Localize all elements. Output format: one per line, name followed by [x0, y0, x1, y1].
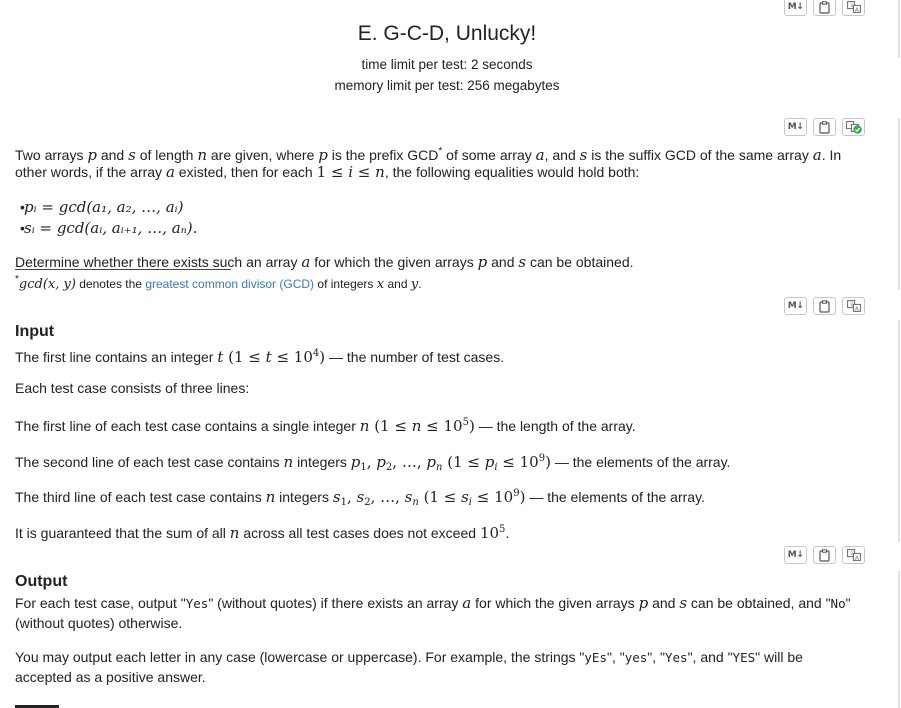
time-limit: time limit per test: 2 seconds: [361, 57, 533, 72]
input-heading: Input: [15, 323, 55, 340]
copy-button[interactable]: [813, 546, 836, 564]
output-line: accepted as a positive answer.: [15, 669, 206, 685]
output-line: (without quotes) otherwise.: [15, 615, 183, 631]
clipboard-icon: [819, 1, 830, 14]
footnote-divider: [15, 269, 231, 270]
statement-paragraph: Two arrays p and s of length n are given, where p is the prefix GCD* of some array a, and s is the suffix GCD of the same array a. In: [15, 146, 842, 164]
svg-text:文: 文: [848, 551, 854, 557]
right-edge-line: [898, 320, 900, 542]
right-edge-line: [898, 571, 900, 708]
input-line: The first line contains an integer t $(1 \le t \le 10^4)$ — the number of test cases.: [15, 348, 505, 366]
svg-text:文: 文: [848, 302, 854, 308]
formula-prefix-gcd: pᵢ = gcd(a₁, a₂, …, aᵢ): [24, 198, 184, 216]
problem-title: E. G-C-D, Unlucky!: [357, 22, 537, 45]
svg-text:A: A: [854, 555, 859, 561]
markdown-icon: M↓: [787, 122, 804, 132]
output-toolbar: [784, 546, 865, 564]
input-line: The third line of each test case contains n integers $s_1$, $s_2$, …, $s_n$ $(1 \le s_i \le 10^9)$ — the elements of the array.: [15, 488, 705, 508]
statement-toolbar: [784, 118, 865, 136]
gcd-link[interactable]: greatest common divisor (GCD): [145, 277, 315, 291]
translate-button[interactable]: [842, 297, 865, 315]
translate-button[interactable]: [842, 546, 865, 564]
output-line: For each test case, output "Yes" (without quotes) if there exists an array a for which the given arrays p and s can be obtained, and "No": [15, 594, 851, 612]
clipboard-icon: [819, 121, 830, 134]
clipboard-icon: [819, 549, 830, 562]
markdown-button[interactable]: [784, 0, 807, 16]
markdown-icon: M↓: [787, 550, 804, 560]
input-line: The second line of each test case contains n integers $p_1$, $p_2$, …, $p_n$ $(1 \le p_i \le 10^9)$ — the elements of the array.: [15, 453, 731, 473]
copy-button[interactable]: [813, 297, 836, 315]
header-toolbar: [784, 0, 865, 16]
copy-button[interactable]: [813, 118, 836, 136]
examples-heading-cut: [15, 702, 75, 708]
memory-limit: memory limit per test: 256 megabytes: [334, 78, 560, 93]
right-edge-line: [898, 0, 900, 58]
output-line: You may output each letter in any case (lowercase or uppercase). For example, the strings "yEs", "yes", "Yes", and "YES" will be: [15, 649, 803, 665]
right-edge-line: [898, 118, 900, 290]
clipboard-icon: [819, 300, 830, 313]
translate-icon: [847, 300, 861, 312]
svg-text:A: A: [854, 306, 859, 312]
formula-suffix-gcd: sᵢ = gcd(aᵢ, aᵢ₊₁, …, aₙ).: [24, 219, 198, 237]
markdown-button[interactable]: [784, 297, 807, 315]
output-heading: Output: [15, 573, 68, 590]
statement-paragraph-cont: other words, if the array a existed, then for each 1 ≤ i ≤ n, the following equalities would hold both:: [15, 163, 640, 181]
task-sentence: Determine whether there exists such an array a for which the given arrays p and s can be obtained.: [15, 253, 634, 271]
input-line: It is guaranteed that the sum of all n across all test cases does not exceed $10^5$.: [15, 524, 510, 542]
translate-icon: [847, 549, 861, 561]
translate-done-icon: [846, 121, 862, 134]
markdown-button[interactable]: [784, 118, 807, 136]
list-item: [24, 218, 197, 238]
markdown-icon: M↓: [787, 2, 804, 12]
svg-text:文: 文: [848, 3, 854, 9]
markdown-icon: M↓: [787, 301, 804, 311]
list-item: [24, 197, 184, 217]
copy-button[interactable]: [813, 0, 836, 16]
markdown-button[interactable]: [784, 546, 807, 564]
translate-button[interactable]: [842, 118, 865, 136]
translate-icon: [847, 1, 861, 13]
input-toolbar: [784, 297, 865, 315]
translate-button[interactable]: [842, 0, 865, 16]
input-line: The first line of each test case contains a single integer n $(1 \le n \le 10^5)$ — the length of the array.: [15, 417, 636, 435]
input-line: Each test case consists of three lines:: [15, 380, 250, 396]
svg-text:A: A: [854, 7, 859, 13]
footnote: *gcd(x, y) denotes the greatest common divisor (GCD) of integers x and y.: [15, 274, 422, 292]
